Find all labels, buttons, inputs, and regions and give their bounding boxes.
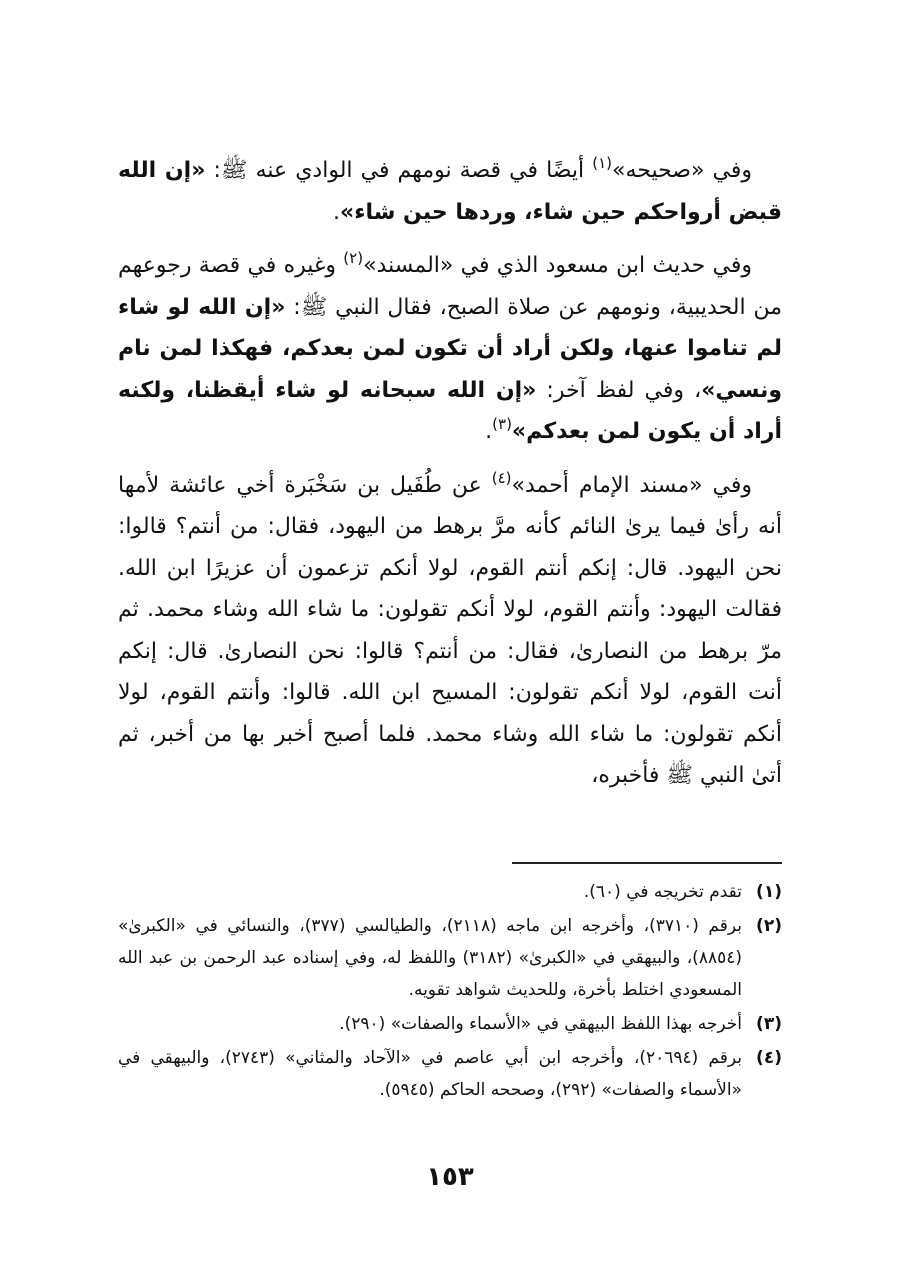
footnote-number: (٤) <box>756 1048 782 1068</box>
text-run: أيضًا في قصة نومهم في الوادي عنه ﷺ: <box>205 158 593 183</box>
footnotes <box>118 876 782 1108</box>
hadith-quote: «إن الله قبض أرواحكم حين شاء، وردها حين شاء» <box>118 158 782 225</box>
footnote-text: برقم (٣٧١٠)، وأخرجه ابن ماجه (٢١١٨)، والطيالسي (٣٧٧)، والنسائي في «الكبرىٰ» (٨٨٥٤)، والبيهقي في «الكبرىٰ» (٣١٨٢) واللفظ له، وفي إسناده عبد الرحمن بن عبد الله المسعودي اختلط بأخرة، وللحديث شواهد تقويه. <box>118 916 742 1000</box>
text-run: . <box>485 419 493 444</box>
footnote-item <box>118 1008 782 1040</box>
text-run: وغيره في قصة رجوعهم من الحديبية، ونومهم عن صلاة الصبح، فقال النبي ﷺ: <box>118 253 782 320</box>
footnote-ref-2: (٢) <box>343 249 364 267</box>
text-run: وفي «مسند الإمام أحمد» <box>511 472 752 498</box>
text-run: عن طُفَيل بن سَخْبَرة أخي عائشة لأمها أنه رأىٰ فيما يرىٰ النائم كأنه مرَّ برهط من اليهود، فقال: من أنتم؟ قالوا: نحن اليهود. قال: إنكم أنتم القوم، لولا أنكم تزعمون أن عزيرًا ابن الله. فقالت اليهود: وأنتم القوم، لولا أنكم تقولون: ما شاء الله وشاء محمد. ثم مرّ برهط من النصارىٰ، فقال: من أنتم؟ قالوا: نحن النصارىٰ. قال: إنكم أنت القوم، لولا أنكم تقولون: المسيح ابن الله. قالوا: وأنتم القوم، لولا أنكم تقولون: ما شاء الله وشاء محمد. فلما أصبح أخبر بها من أخبر، ثم أتىٰ النبي ﷺ فأخبره، <box>118 472 782 788</box>
footnote-number: (٢) <box>756 916 782 936</box>
footnote-item <box>118 1042 782 1106</box>
footnote-text: تقدم تخريجه في (٦٠). <box>583 882 742 902</box>
footnote-ref-3: (٣) <box>492 415 512 433</box>
page-number: ١٥٣ <box>426 1162 474 1192</box>
text-run: وفي حديث ابن مسعود الذي في «المسند» <box>363 253 752 278</box>
footnote-item <box>118 910 782 1006</box>
hadith-quote: «إن الله سبحانه لو شاء أيقظنا، ولكنه أراد أن يكون لمن بعدكم» <box>118 377 782 444</box>
paragraph-1 <box>118 150 782 233</box>
footnote-number: (٣) <box>756 1014 782 1034</box>
text-run: وفي «صحيحه» <box>611 158 752 183</box>
paragraph-2 <box>118 245 782 453</box>
text-run: . <box>333 199 341 225</box>
footnote-text: أخرجه بهذا اللفظ البيهقي في «الأسماء والصفات» (٢٩٠). <box>339 1014 742 1034</box>
footnote-number: (١) <box>756 882 782 902</box>
footnote-ref-1: (١) <box>592 154 612 172</box>
text-run: ، وفي لفظ آخر: <box>536 377 702 403</box>
paragraph-3 <box>118 465 782 797</box>
footnote-ref-4: (٤) <box>491 468 512 487</box>
footnote-text: برقم (٢٠٦٩٤)، وأخرجه ابن أبي عاصم في «الآحاد والمثاني» (٢٧٤٣)، والبيهقي في «الأسماء والصفات» (٢٩٢)، وصححه الحاكم (٥٩٤٥). <box>118 1048 742 1100</box>
footnote-item <box>118 876 782 908</box>
main-text <box>118 150 782 809</box>
footnote-divider <box>512 862 782 864</box>
hadith-quote: «إن الله لو شاء لم تناموا عنها، ولكن أراد أن تكون لمن بعدكم، فهكذا لمن نام ونسي» <box>118 294 783 403</box>
